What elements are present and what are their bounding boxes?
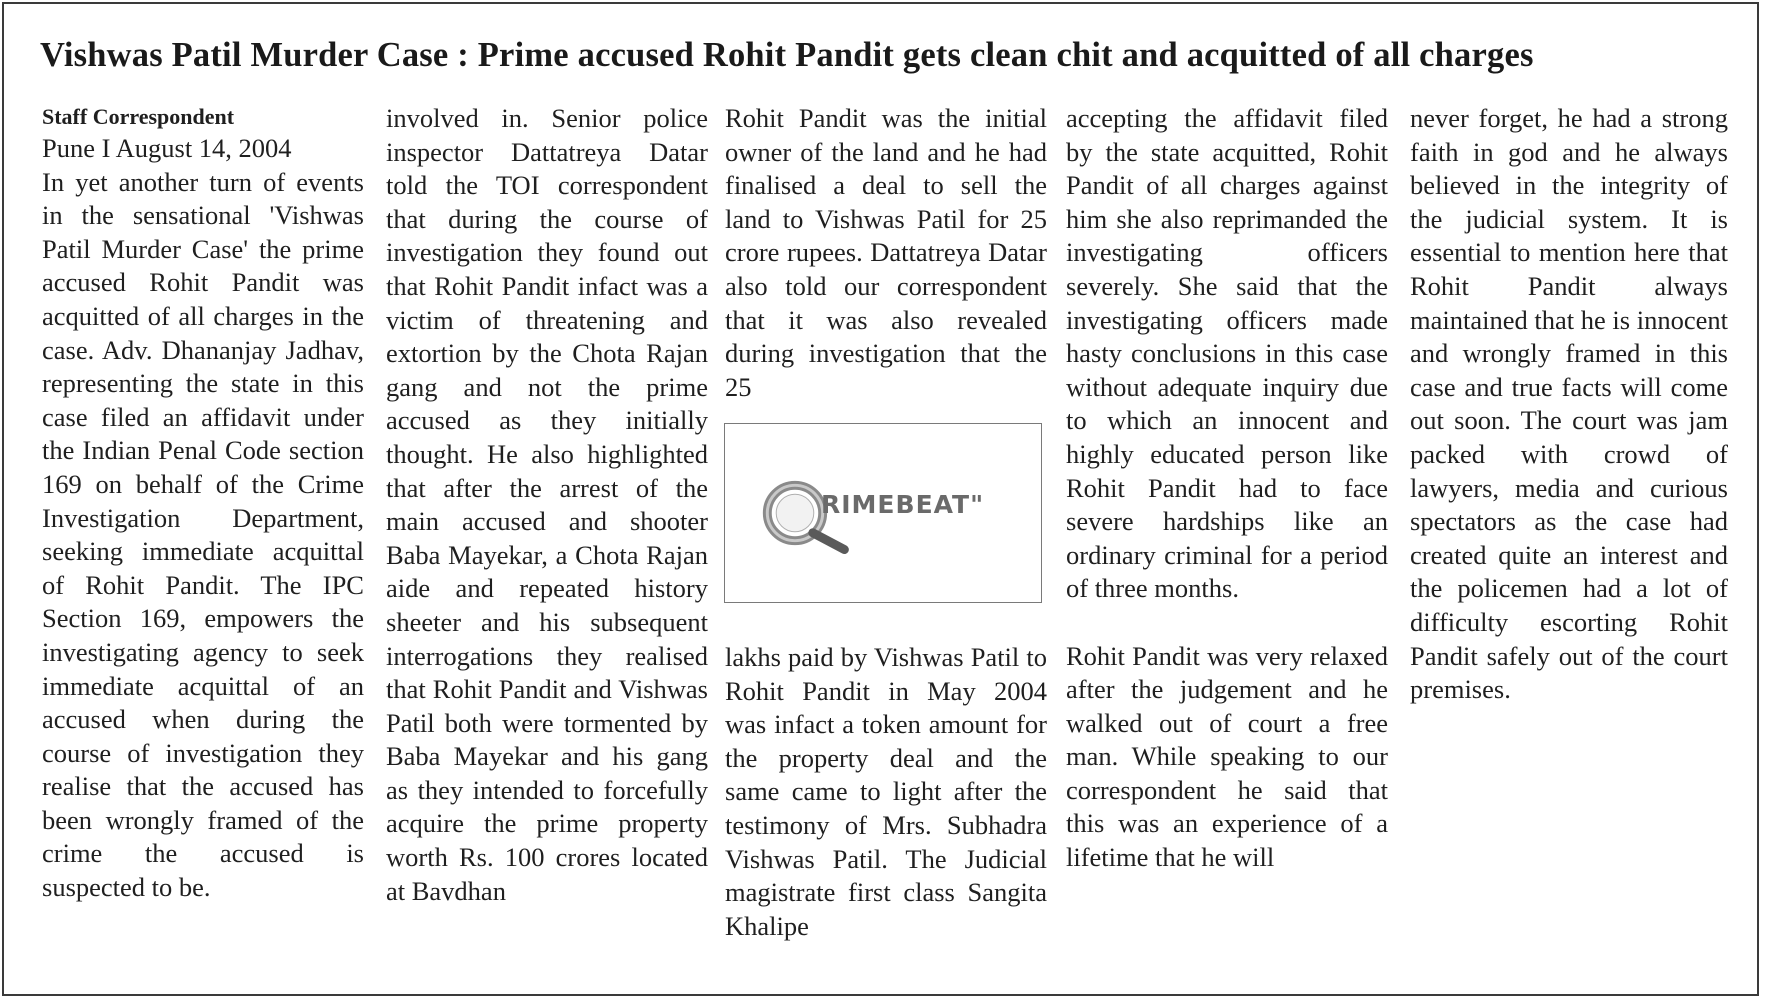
- crimebeat-logo: [724, 423, 1042, 603]
- column-4: [1066, 102, 1388, 875]
- article-page: [2, 2, 1759, 996]
- byline: Staff Correspondent: [42, 104, 235, 129]
- column-2: [386, 102, 708, 908]
- column-1-text: In yet another turn of events in the sensational 'Vishwas Patil Murder Case' the prime accused Rohit Pandit was acquitted of all charges in the case. Adv. Dhananjay Jadhav, representing the state in this case filed an affidavit under the Indian Penal Code section 169 on behalf of the Crime Investigation Department, seeking immediate acquittal of Rohit Pandit. The IPC Section 169, empowers the investigating agency to seek immediate acquittal of an accused when during the course of investigation they realise that the accused has been wrongly framed of the crime the accused is suspected to be.: [42, 166, 364, 903]
- column-3-top: [725, 102, 1047, 404]
- column-5-text: never forget, he had a strong faith in god and he always believed in the integrity of the judicial system. It is essential to mention here that Rohit Pandit always maintained that he is innocent and wrongly framed in this case and true facts will come out soon. The court was jam packed with crowd of lawyers, media and curious spectators as the case had created quite an interest and the policemen had a lot of difficulty escorting Rohit Pandit safely out of the court premises.: [1410, 103, 1728, 705]
- column-3-bottom: [725, 641, 1047, 943]
- headline: Vishwas Patil Murder Case : Prime accused Rohit Pandit gets clean chit and acquitted of all charges: [40, 36, 1534, 74]
- column-4-para-2: Rohit Pandit was very relaxed after the judgement and he walked out of court a free man. While speaking to our correspondent he said that this was an experience of a lifetime that he will: [1066, 640, 1388, 873]
- column-4-para-1: accepting the affidavit filed by the state acquitted, Rohit Pandit of all charges against him she also reprimanded the investigating officers severely. She said that the investigating officers made hasty conclusions in this case without adequate inquiry due to which an innocent and highly educated person like Rohit Pandit had to face severe hardships like an ordinary criminal for a period of three months.: [1066, 103, 1388, 604]
- logo-rest: RIMEBEAT: [821, 490, 971, 519]
- column-1-body: [42, 132, 364, 905]
- column-1: [42, 102, 364, 905]
- column-5: [1410, 102, 1728, 707]
- column-3-bottom-text: lakhs paid by Vishwas Patil to Rohit Pandit in May 2004 was infact a token amount for the property deal and the same came to light after the testimony of Mrs. Subhadra Vishwas Patil. The Judicial magistrate first class Sangita Khalipe: [725, 642, 1047, 941]
- logo-wordmark: [821, 490, 984, 519]
- column-3-top-text: Rohit Pandit was the initial owner of the land and he had finalised a deal to sell the land to Vishwas Patil for 25 crore rupees. Dattatreya Datar also told our correspondent that it was also revealed during investigation that the 25: [725, 103, 1047, 402]
- dateline: Pune I August 14, 2004: [42, 133, 292, 163]
- column-2-text: involved in. Senior police inspector Dattatreya Datar told the TOI correspondent that during the course of investigation they found out that Rohit Pandit infact was a victim of threatening and extortion by the Chota Rajan gang and not the prime accused as they initially thought. He also highlighted that after the arrest of the main accused and shooter Baba Mayekar, a Chota Rajan aide and repeated history sheeter and his subsequent interrogations they realised that Rohit Pandit and Vishwas Patil both were tormented by Baba Mayekar and his gang as they intended to forcefully acquire the prime property worth Rs. 100 crores located at Bavdhan: [386, 103, 708, 906]
- logo-mark: ": [970, 490, 985, 519]
